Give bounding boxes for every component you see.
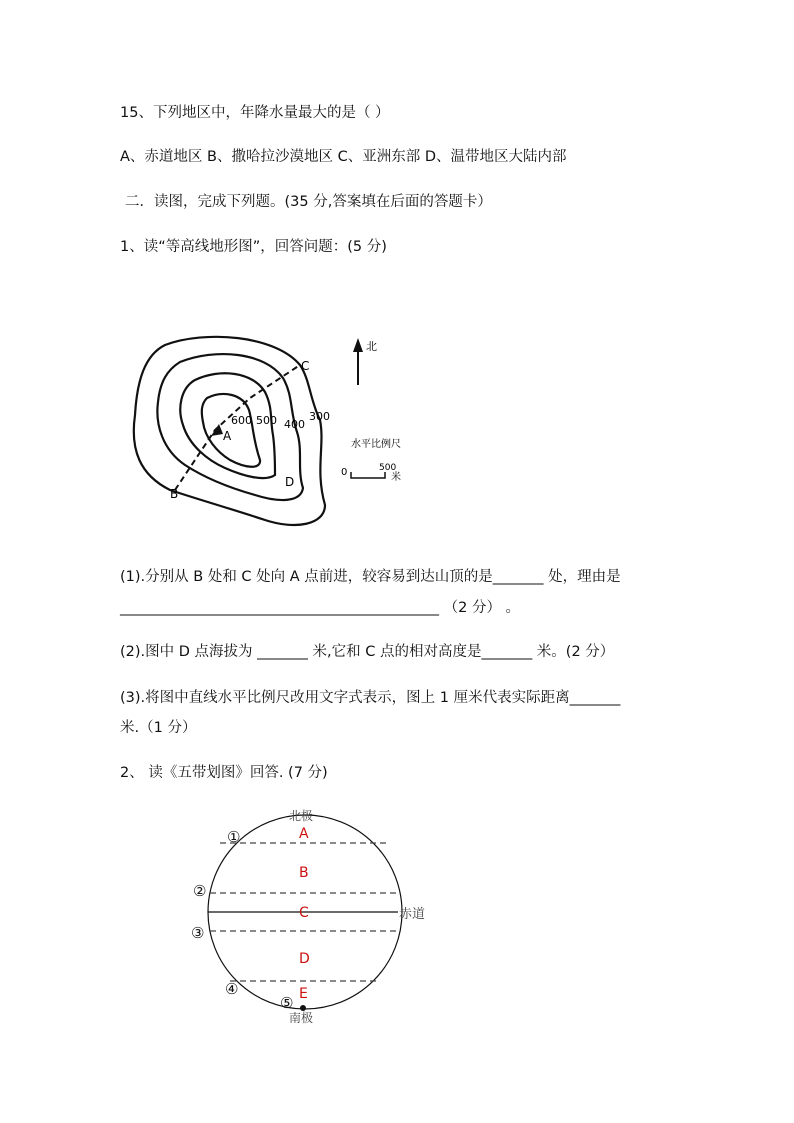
point-c-label: C — [301, 359, 310, 373]
south-pole-label: 南极 — [289, 1011, 314, 1025]
south-pole-dot — [300, 1005, 306, 1011]
q15-options: A、赤道地区 B、撒哈拉沙漠地区 C、亚洲东部 D、温带地区大陆内部 — [120, 149, 567, 165]
point-b-label: B — [170, 487, 179, 501]
contour-400 — [157, 354, 303, 500]
zone-b-label: B — [299, 865, 309, 881]
north-arrow-icon — [353, 338, 363, 352]
q1-sub2: (2).图中 D 点海拔为 _______ 米,它和 C 点的相对高度是_______ 米。(2 分） — [120, 644, 615, 660]
zone-d-label: D — [299, 951, 310, 967]
point-d-label: D — [285, 475, 295, 489]
q15-stem: 15、下列地区中，年降水量最大的是（ ） — [120, 105, 390, 121]
equator-label: 赤道 — [399, 907, 426, 922]
zone-a-label: A — [299, 826, 309, 842]
marker-2: ② — [193, 882, 207, 900]
q1-title: 1、读“等高线地形图”，回答问题：(5 分) — [120, 239, 387, 255]
q1-sub3-line1: (3).将图中直线水平比例尺改用文字式表示，图上 1 厘米代表实际距离_______ — [120, 690, 621, 706]
q1-sub1-line2: ____________________________________________ （2 分） 。 — [120, 600, 521, 616]
contour-label-600: 600 — [231, 414, 252, 427]
contour-label-500: 500 — [256, 414, 277, 427]
summit-triangle — [211, 424, 223, 436]
north-pole-label: 北极 — [289, 809, 314, 823]
marker-1: ① — [227, 828, 241, 846]
section2-title: 二．读图，完成下列题。(35 分,答案填在后面的答题卡） — [125, 194, 492, 210]
q1-sub1-line1: (1).分别从 B 处和 C 处向 A 点前进，较容易到达山顶的是_______ 处，理由是 — [120, 569, 621, 585]
scale-zero-label: 0 — [341, 467, 348, 478]
zone-c-label: C — [299, 905, 309, 921]
q2-title: 2、 读《五带划图》回答. (7 分) — [120, 765, 328, 781]
contour-label-400: 400 — [284, 418, 305, 431]
contour-map-figure — [125, 320, 425, 535]
q1-sub3-line2: 米.（1 分） — [120, 720, 197, 736]
marker-3: ③ — [191, 924, 205, 942]
north-label: 北 — [366, 340, 377, 353]
marker-5: ⑤ — [280, 994, 294, 1012]
point-a-label: A — [223, 429, 232, 443]
scale-500-label: 500 — [379, 463, 397, 473]
scale-unit-label: 米 — [391, 472, 401, 483]
marker-4: ④ — [225, 980, 239, 998]
scale-title: 水平比例尺 — [351, 439, 401, 450]
five-zones-figure — [185, 800, 445, 1028]
zone-e-label: E — [299, 986, 308, 1002]
contour-label-300: 300 — [309, 410, 330, 423]
